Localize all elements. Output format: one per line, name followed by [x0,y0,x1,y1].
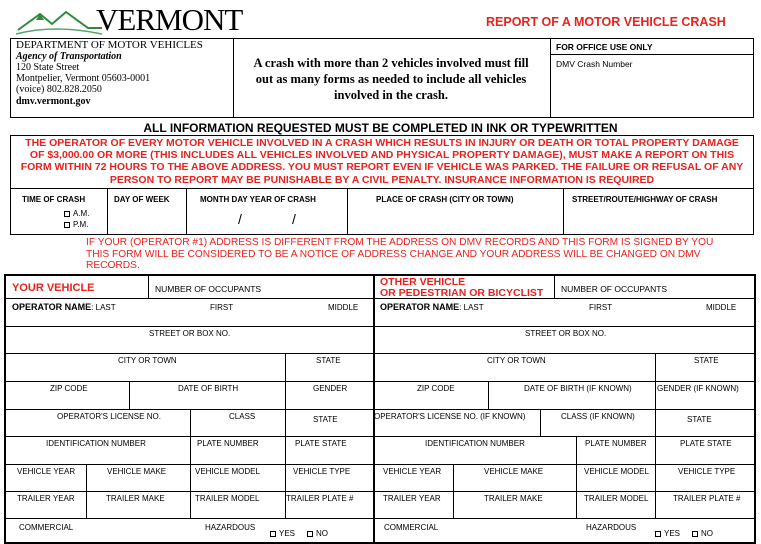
right-veh-make-label: VEHICLE MAKE [484,467,544,476]
agency-block [16,40,203,108]
pm-checkbox[interactable] [64,222,70,228]
multi-vehicle-notice: A crash with more than 2 vehicles involved must fill out as many forms as needed to include all vehicles involved in the crash. [253,56,529,102]
place-of-crash-label: PLACE OF CRASH (CITY OR TOWN) [376,195,514,204]
left-veh-type-label: VEHICLE TYPE [293,467,351,476]
time-of-crash-label: TIME OF CRASH [22,195,86,204]
your-vehicle-title: YOUR VEHICLE [12,282,95,294]
dept-name: DEPARTMENT OF MOTOR VEHICLES [16,39,203,51]
right-first-label: FIRST [589,303,613,312]
form-title: REPORT OF A MOTOR VEHICLE CRASH [486,15,726,29]
pm-label: P.M. [73,220,89,229]
right-gender-label: GENDER (IF KNOWN) [657,384,739,393]
right-class-label: CLASS (IF KNOWN) [561,412,635,421]
left-veh-model-label: VEHICLE MODEL [195,467,260,476]
right-tr-model-label: TRAILER MODEL [584,494,649,503]
left-veh-make-label: VEHICLE MAKE [107,467,167,476]
left-zip-label: ZIP CODE [50,384,88,393]
right-veh-model-label: VEHICLE MODEL [584,467,649,476]
right-tr-plate-label: TRAILER PLATE # [673,494,741,503]
agency-web: dmv.vermont.gov [16,96,91,107]
agency-phone: (voice) 802.828.2050 [16,84,102,95]
right-haz-yes-label: YES [664,529,681,538]
right-occupants-label: NUMBER OF OCCUPANTS [561,284,668,294]
right-license-state-label: STATE [687,415,712,424]
office-use-title: FOR OFFICE USE ONLY [556,42,653,52]
am-option[interactable] [64,209,89,218]
agency-street: 120 State Street [16,62,80,73]
left-occupants-label: NUMBER OF OCCUPANTS [155,284,262,294]
right-veh-year-label: VEHICLE YEAR [383,467,442,476]
dmv-crash-number-label: DMV Crash Number [556,59,633,69]
right-hazardous-label: HAZARDOUS [586,523,637,532]
pm-option[interactable] [64,220,88,229]
right-operator-name-label [380,302,484,312]
right-haz-yes-checkbox[interactable] [655,531,661,537]
left-haz-yes-label: YES [279,529,296,538]
left-tr-model-label: TRAILER MODEL [195,494,260,503]
crash-date-label: MONTH DAY YEAR OF CRASH [200,195,316,204]
right-dob-label: DATE OF BIRTH (IF KNOWN) [524,384,632,393]
left-middle-label: MIDDLE [328,303,359,312]
left-hazardous-label: HAZARDOUS [205,523,256,532]
date-slash-1: / [238,211,242,227]
am-label: A.M. [73,209,90,218]
left-license-state-label: STATE [313,415,338,424]
right-commercial-label: COMMERCIAL [384,523,439,532]
address-change-notice: IF YOUR (OPERATOR #1) ADDRESS IS DIFFERENT FROM THE ADDRESS ON DMV RECORDS AND THIS FORM IS SIGNED BY YOU THIS FORM WILL BE CONSIDERED TO BE A NOTICE OF ADDRESS CHANGE AND YOUR ADDRESS WILL BE CHANGED ON DMV RECORDS. [86,237,714,271]
other-vehicle-title-2: OR PEDESTRIAN OR BICYCLIST [380,287,544,299]
left-operator-name-label [12,302,116,312]
other-vehicle-title [380,277,543,299]
left-commercial-label: COMMERCIAL [19,523,74,532]
legal-notice: THE OPERATOR OF EVERY MOTOR VEHICLE INVOLVED IN A CRASH WHICH RESULTS IN INJURY OR DEATH OR TOTAL PROPERTY DAMAGE OF $3,000.00 OR MORE (THIS INCLUDES ALL VEHICLES INVOLVED AND PHYSICAL PROPERTY DAMAGE), MUST MAKE A REPORT ON THIS FORM WITHIN 72 HOURS TO THE ABOVE ADDRESS. YOU MUST REPORT EVEN IF VEHICLE WAS PARKED. THE FAILURE OR REFUSAL OF ANY PERSON TO REPORT MAY BE PUNISHABLE BY A CIVIL PENALTY. INSURANCE INFORMATION IS REQUIRED [20,137,744,186]
left-class-label: CLASS [229,412,256,421]
left-license-label: OPERATOR'S LICENSE NO. [57,412,161,421]
right-haz-no-label: NO [701,529,714,538]
left-id-label: IDENTIFICATION NUMBER [46,439,146,448]
left-last: : LAST [91,303,116,312]
right-city-label: CITY OR TOWN [487,356,546,365]
right-middle-label: MIDDLE [706,303,737,312]
agency-city: Montpelier, Vermont 05603-0001 [16,73,151,84]
left-op-name: OPERATOR NAME [12,302,92,312]
left-city-label: CITY OR TOWN [118,356,177,365]
left-haz-yes-checkbox[interactable] [270,531,276,537]
other-vehicle-title-1: OTHER VEHICLE [380,276,466,288]
right-haz-no-checkbox[interactable] [692,531,698,537]
right-plate-state-label: PLATE STATE [680,439,732,448]
day-of-week-label: DAY OF WEEK [114,195,170,204]
left-tr-year-label: TRAILER YEAR [17,494,75,503]
right-last: : LAST [459,303,484,312]
brand-title: VERMONT [96,2,243,37]
right-veh-type-label: VEHICLE TYPE [678,467,736,476]
right-tr-make-label: TRAILER MAKE [484,494,543,503]
right-op-name: OPERATOR NAME [380,302,460,312]
vermont-logo-icon [14,6,104,38]
left-first-label: FIRST [210,303,234,312]
left-gender-label: GENDER [313,384,348,393]
left-haz-no-label: NO [316,529,329,538]
left-tr-make-label: TRAILER MAKE [106,494,165,503]
left-dob-label: DATE OF BIRTH [178,384,239,393]
left-tr-plate-label: TRAILER PLATE # [286,494,354,503]
right-id-label: IDENTIFICATION NUMBER [425,439,525,448]
ink-notice: ALL INFORMATION REQUESTED MUST BE COMPLETED IN INK OR TYPEWRITTEN [143,121,618,135]
left-haz-no-checkbox[interactable] [307,531,313,537]
am-checkbox[interactable] [64,211,70,217]
right-plate-label: PLATE NUMBER [585,439,647,448]
right-zip-label: ZIP CODE [417,384,455,393]
left-street-label: STREET OR BOX NO. [149,329,231,338]
right-state-label: STATE [694,356,719,365]
street-of-crash-label: STREET/ROUTE/HIGHWAY OF CRASH [572,195,718,204]
right-tr-year-label: TRAILER YEAR [383,494,441,503]
date-slash-2: / [292,211,296,227]
right-street-label: STREET OR BOX NO. [525,329,607,338]
agency-name: Agency of Transportation [16,51,122,62]
left-plate-state-label: PLATE STATE [295,439,347,448]
left-veh-year-label: VEHICLE YEAR [17,467,76,476]
left-plate-label: PLATE NUMBER [197,439,259,448]
right-license-label: OPERATOR'S LICENSE NO. (IF KNOWN) [374,412,526,421]
left-state-label: STATE [316,356,341,365]
